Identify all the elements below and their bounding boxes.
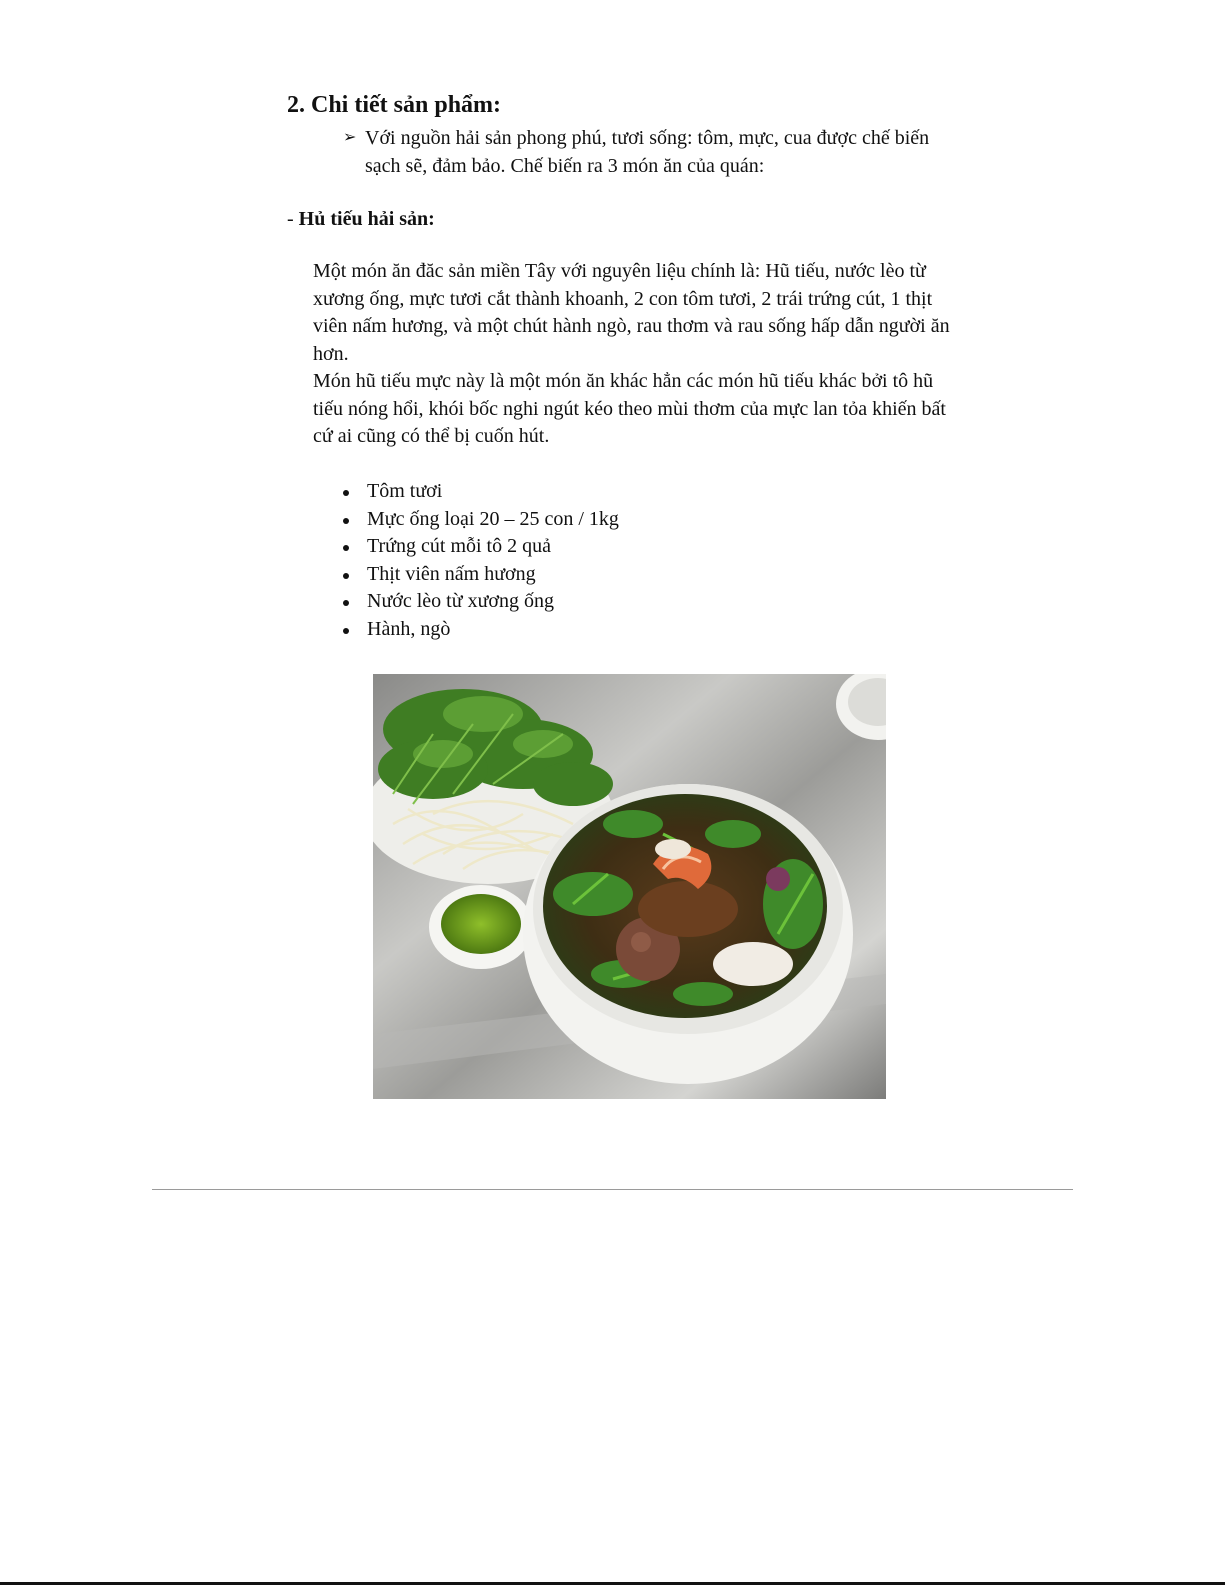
dish-heading xyxy=(287,208,435,231)
dish-heading-prefix: - xyxy=(287,208,299,230)
noodle-soup-illustration xyxy=(373,674,886,1099)
ingredient-label: Thịt viên nấm hương xyxy=(367,562,536,585)
list-item xyxy=(313,561,619,589)
ingredient-label: Trứng cút mỗi tô 2 quả xyxy=(367,535,551,557)
list-item xyxy=(313,506,619,534)
dish-paragraph-2: Món hũ tiếu mực này là một món ăn khác hẳn các món hũ tiếu khác bởi tô hũ tiếu nóng hổi, khói bốc nghi ngút kéo theo mùi thơm của mực lan tỏa khiến bất cứ ai cũng có thể bị cuốn hút. xyxy=(313,370,946,447)
list-item xyxy=(313,588,619,616)
section-heading: 2. Chi tiết sản phẩm: xyxy=(287,92,502,118)
ingredient-label: Mực ống loại 20 – 25 con / 1kg xyxy=(367,507,619,530)
bullet-dot-icon xyxy=(343,545,349,551)
list-item xyxy=(313,616,619,644)
ingredient-label: Tôm tươi xyxy=(367,480,443,502)
list-item xyxy=(313,533,619,561)
intro-text: Với nguồn hải sản phong phú, tươi sống: tôm, mực, cua được chế biến sạch sẽ, đảm bảo. Chế biến ra 3 món ăn của quán: xyxy=(365,127,930,177)
bullet-dot-icon xyxy=(343,628,349,634)
arrow-bullet-icon: ➢ xyxy=(343,129,357,146)
list-item xyxy=(313,478,619,506)
dish-name: Hủ tiếu hải sản: xyxy=(298,208,435,230)
dish-paragraph-1: Một món ăn đăc sản miền Tây với nguyên liệu chính là: Hũ tiếu, nước lèo từ xương ống, mực tươi cắt thành khoanh, 2 con tôm tươi, 2 trái trứng cút, 1 thịt viên nấm hương, và một chút hành ngò, rau thơm và rau sống hấp dẫn người ăn hơn. xyxy=(313,260,950,365)
intro-item xyxy=(343,124,963,180)
bullet-dot-icon xyxy=(343,600,349,606)
page-divider xyxy=(152,1189,1073,1190)
bullet-dot-icon xyxy=(343,573,349,579)
ingredient-label: Hành, ngò xyxy=(367,617,451,640)
bullet-dot-icon xyxy=(343,490,349,496)
ingredient-list xyxy=(313,478,619,643)
ingredient-label: Nước lèo từ xương ống xyxy=(367,590,554,612)
dish-description xyxy=(313,258,963,451)
bullet-dot-icon xyxy=(343,518,349,524)
dish-photo xyxy=(373,674,886,1099)
